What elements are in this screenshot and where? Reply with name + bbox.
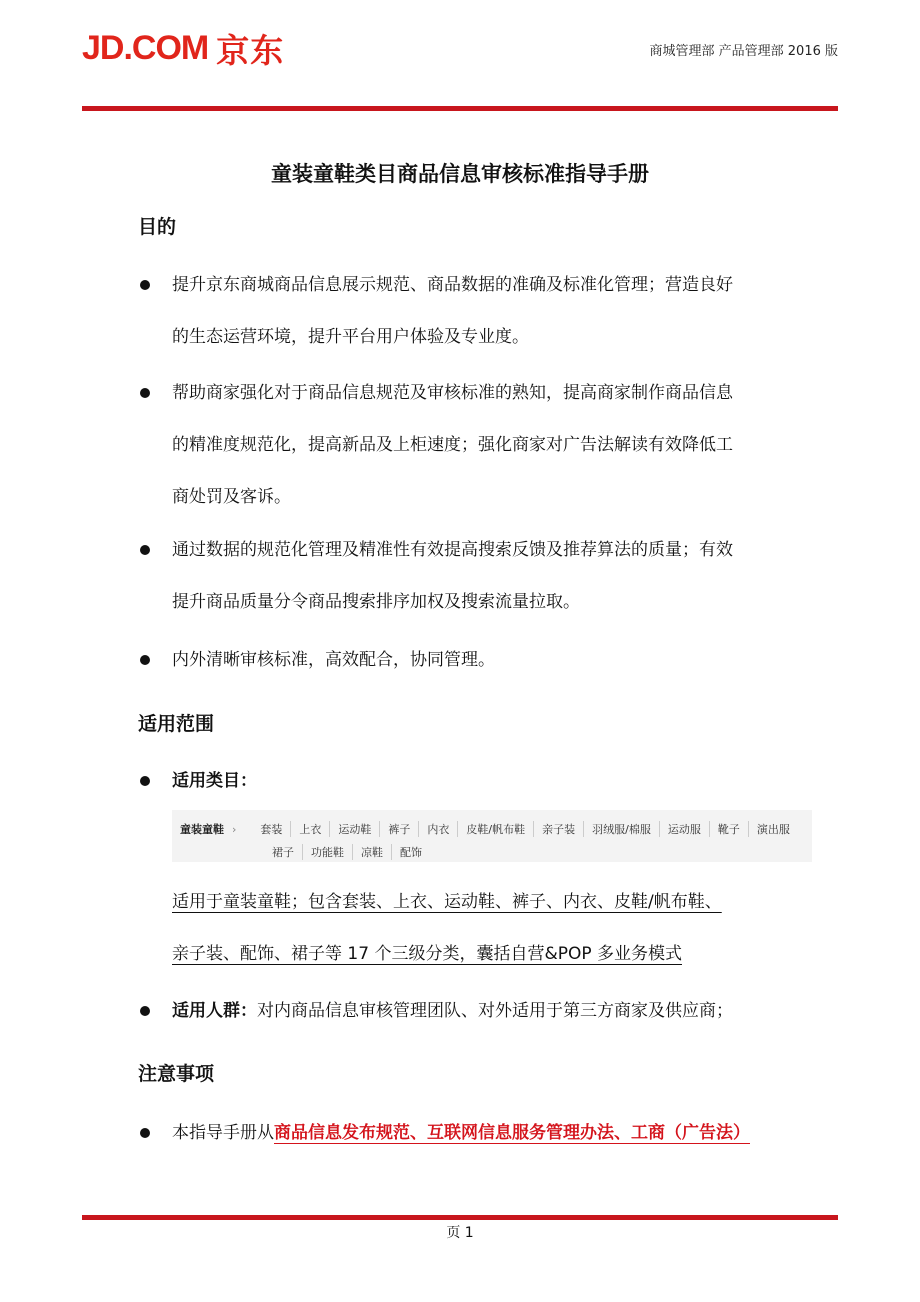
category-link[interactable]: 内衣 <box>419 821 458 837</box>
audience-text: 对内商品信息审核管理团队、对外适用于第三方商家及供应商； <box>257 1001 733 1021</box>
text-line: 的精准度规范化，提高新品及上柜速度；强化商家对广告法解读有效降低工 <box>172 435 733 455</box>
category-link[interactable]: 上衣 <box>291 821 330 837</box>
category-nav-screenshot <box>172 810 812 862</box>
text-line: 通过数据的规范化管理及精准性有效提高搜索反馈及推荐算法的质量；有效 <box>172 540 733 560</box>
text-line: 适用于童装童鞋；包含套装、上衣、运动鞋、裤子、内衣、皮鞋/帆布鞋、 <box>172 892 722 912</box>
audience-label: 适用人群： <box>172 1001 257 1021</box>
header-dept-text: 商城管理部 产品管理部 2016 版 <box>649 44 838 59</box>
category-row-1 <box>180 821 798 837</box>
purpose-heading: 目的 <box>138 216 177 238</box>
category-link[interactable]: 皮鞋/帆布鞋 <box>458 821 534 837</box>
bullet-icon <box>140 280 150 290</box>
purpose-item-1 <box>172 259 792 363</box>
category-link[interactable]: 运动服 <box>660 821 710 837</box>
category-link[interactable]: 配饰 <box>400 846 422 859</box>
category-row-2 <box>264 844 430 860</box>
scope-heading: 适用范围 <box>138 713 215 735</box>
bullet-icon <box>140 388 150 398</box>
purpose-item-2 <box>172 367 792 523</box>
text-line: 亲子装、配饰、裙子等 17 个三级分类，囊括自营&POP 多业务模式 <box>172 944 682 964</box>
regulation-link[interactable]: 商品信息发布规范、互联网信息服务管理办法、工商（广告法） <box>274 1123 750 1143</box>
audience-line <box>172 985 792 1037</box>
bullet-icon <box>140 1128 150 1138</box>
notes-prefix: 本指导手册从 <box>172 1123 274 1143</box>
category-link[interactable]: 凉鞋 <box>353 844 392 860</box>
bullet-icon <box>140 545 150 555</box>
jd-logo <box>82 28 284 68</box>
category-root: 童装童鞋 › <box>180 821 236 837</box>
category-label: 适用类目： <box>172 771 257 791</box>
bullet-icon <box>140 655 150 665</box>
category-label-line <box>172 755 792 807</box>
category-link[interactable]: 演出服 <box>756 823 790 836</box>
page-number: 页 1 <box>446 1225 474 1241</box>
category-link[interactable]: 裤子 <box>380 821 419 837</box>
text-line: 提升京东商城商品信息展示规范、商品数据的准确及标准化管理；营造良好 <box>172 275 733 295</box>
purpose-item-4 <box>172 634 792 686</box>
category-link[interactable]: 功能鞋 <box>303 844 353 860</box>
category-link[interactable]: 靴子 <box>710 821 749 837</box>
category-link[interactable]: 套装 <box>252 821 291 837</box>
notes-heading: 注意事项 <box>138 1063 215 1085</box>
text-line: 的生态运营环境，提升平台用户体验及专业度。 <box>172 327 529 347</box>
header-rule <box>82 106 838 111</box>
text-line: 内外清晰审核标准，高效配合，协同管理。 <box>172 650 495 670</box>
bullet-icon <box>140 1006 150 1016</box>
logo-text: JD.COM <box>82 28 209 67</box>
category-link[interactable]: 裙子 <box>264 844 303 860</box>
bullet-icon <box>140 776 150 786</box>
category-description <box>172 876 792 980</box>
category-link[interactable]: 运动鞋 <box>330 821 380 837</box>
text-line: 帮助商家强化对于商品信息规范及审核标准的熟知，提高商家制作商品信息 <box>172 383 733 403</box>
logo-cn-text: 京东 <box>216 30 285 70</box>
category-link[interactable]: 亲子装 <box>534 821 584 837</box>
footer-rule <box>82 1215 838 1220</box>
document-title: 童装童鞋类目商品信息审核标准指导手册 <box>271 162 649 186</box>
text-line: 商处罚及客诉。 <box>172 487 291 507</box>
category-link[interactable]: 羽绒服/棉服 <box>584 821 660 837</box>
purpose-item-3 <box>172 524 792 628</box>
text-line: 提升商品质量分令商品搜索排序加权及搜索流量拉取。 <box>172 592 580 612</box>
notes-item-1 <box>172 1107 792 1159</box>
